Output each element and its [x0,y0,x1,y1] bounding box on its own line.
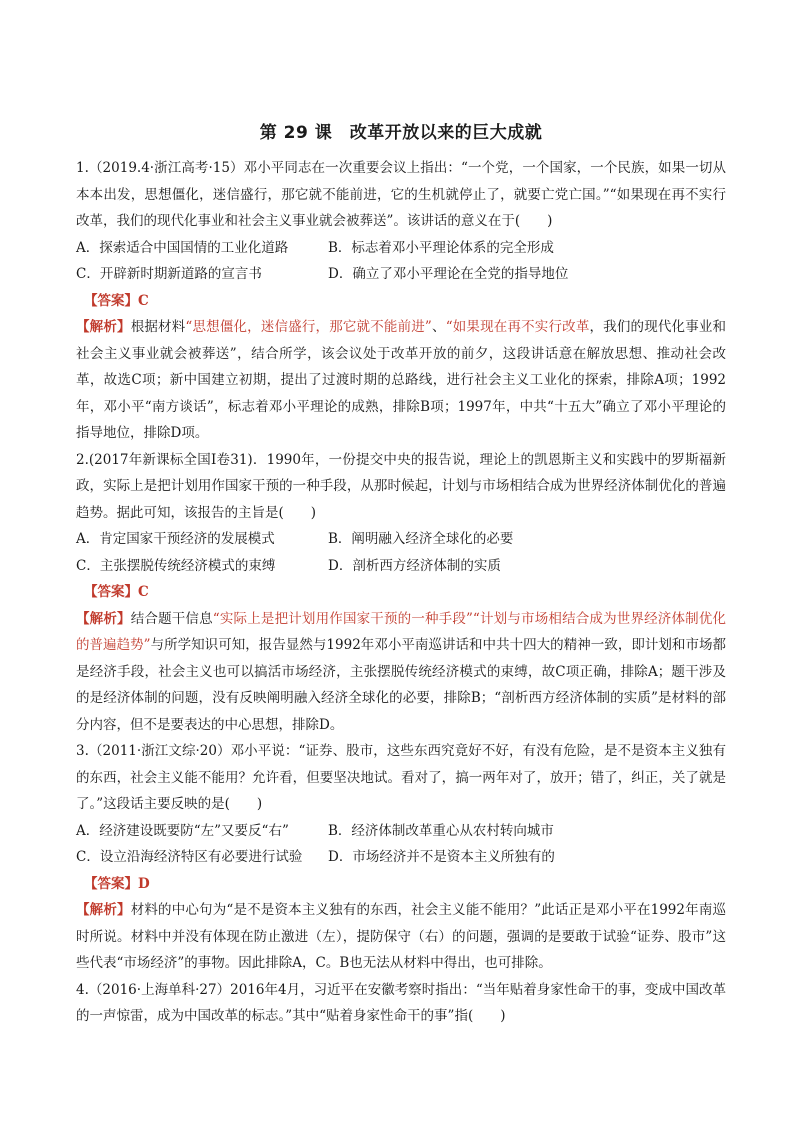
option-c: C．设立沿海经济特区有必要进行试验 [76,849,303,865]
analysis-label: 【解析】 [76,902,131,918]
answer-value: C [138,292,149,309]
question-stem: 2.(2017年新课标全国Ⅰ卷31)．1990年，一份提交中央的报告说，理论上的凯恩斯主义和实践中的罗斯福新政，实际上是把计划用作国家干预的一种手段，从那时候起，计划与市场相结合成为世界经济体制优化的普遍趋势。据此可知，该报告的主旨是( ) [76,451,726,521]
question-stem: 1.（2019.4·浙江高考·15）邓小平同志在一次重要会议上指出：“一个党，一个国家，一个民族，如果一切从本本出发，思想僵化，迷信盛行，那它就不能前进，它的生机就停止了，就要亡党亡国。”“如果现在再不实行改革，我们的现代化事业和社会主义事业就会被葬送”。该讲话的意义在于( ) [76,160,726,229]
option-c: C．开辟新时期新道路的宣言书 [76,266,262,282]
analysis-quote: “实际上是把计划用作国家干预的一种手段”“计划与市场相结合成为世界经济体制优化的普遍趋势” [76,610,727,653]
options-list [76,526,726,579]
page-title: 第 29 课 改革开放以来的巨大成就 [259,123,543,143]
option-a: A．肯定国家干预经济的发展模式 [76,531,275,547]
option-b: B．标志着邓小平理论体系的完全形成 [328,239,554,256]
analysis-paragraph [76,897,726,977]
option-b: B．经济体制改革重心从农村转向城市 [328,822,554,839]
analysis-text: 根据材料 [130,319,186,335]
answer-line [76,871,726,898]
options-list [76,818,726,871]
option-c: C．主张摆脱传统经济模式的束缚 [76,557,276,574]
question-3 [76,738,726,977]
analysis-text: ，我们的现代化事业和社会主义事业就会被葬送”，结合所学，该会议处于改革开放的前夕，这段讲话意在解放思想、推动社会改革，故选C项；新中国建立初期，提出了过渡时期的总路线，进行社会主义工业化的探索，排除A项；1992年，邓小平“南方谈话”，标志着邓小平理论的成熟，排除B项；1997年，中共“十五大”确立了邓小平理论的指导地位，排除D项。 [76,319,727,441]
answer-label: 【答案】 [84,292,138,309]
question-stem: 3.（2011·浙江文综·20）邓小平说：“证券、股市，这些东西究竟好不好，有没有危险，是不是资本主义独有的东西，社会主义能不能用？允许看，但要坚决地试。看对了，搞一两年对了，放开；错了，纠正，关了就是了。”这段话主要反映的是( ) [76,743,726,812]
options-list [76,235,726,288]
analysis-paragraph [76,314,726,447]
answer-line [76,288,726,315]
option-b: B．阐明融入经济全球化的必要 [328,531,514,547]
question-2 [76,447,726,739]
analysis-quote: “思想僵化，迷信盛行，那它就不能前进” [185,319,432,335]
analysis-label: 【解析】 [76,319,131,335]
option-a: A．探索适合中国国情的工业化道路 [76,239,289,256]
answer-value: D [138,875,150,892]
answer-label: 【答案】 [84,875,138,892]
question-4 [76,977,726,1030]
question-1 [76,155,726,447]
question-stem: 4.（2016·上海单科·27）2016年4月，习近平在安徽考察时指出：“当年贴着身家性命干的事，变成中国改革的一声惊雷，成为中国改革的标志。”其中“贴着身家性命干的事”指( ) [76,981,726,1024]
answer-line [76,579,726,606]
analysis-text: 与所学知识可知，报告显然与1992年邓小平南巡讲话和中共十四大的精神一致，即计划和市场都是经济手段，社会主义也可以搞活市场经济，主张摆脱传统经济模式的束缚，故C项正确，排除A；题干涉及的是经济体制的问题，没有反映阐明融入经济全球化的必要，排除B；“剖析西方经济体制的实质”是材料的部分内容，但不是要表达的中心思想，排除D。 [76,637,727,733]
answer-value: C [138,584,149,600]
analysis-text: 、 [431,319,446,335]
analysis-text: 结合题干信息 [130,610,213,627]
option-a: A．经济建设既要防“左”又要反“右” [76,822,289,839]
analysis-quote: “如果现在再不实行改革 [445,319,590,335]
analysis-label: 【解析】 [76,610,131,627]
option-d: D．确立了邓小平理论在全党的指导地位 [328,266,569,282]
analysis-text: 材料的中心句为“是不是资本主义独有的东西，社会主义能不能用？”此话正是邓小平在1992年南巡时所说。材料中并没有体现在防止激进（左），提防保守（右）的问题，强调的是要敢于试验“证券、股市”这些代表“市场经济”的事物。因此排除A，C。B也无法从材料中得出，也可排除。 [76,902,726,971]
answer-label: 【答案】 [84,584,138,600]
option-d: D．市场经济并不是资本主义所独有的 [328,849,555,865]
analysis-paragraph [76,606,726,739]
option-d: D．剖析西方经济体制的实质 [328,557,501,574]
